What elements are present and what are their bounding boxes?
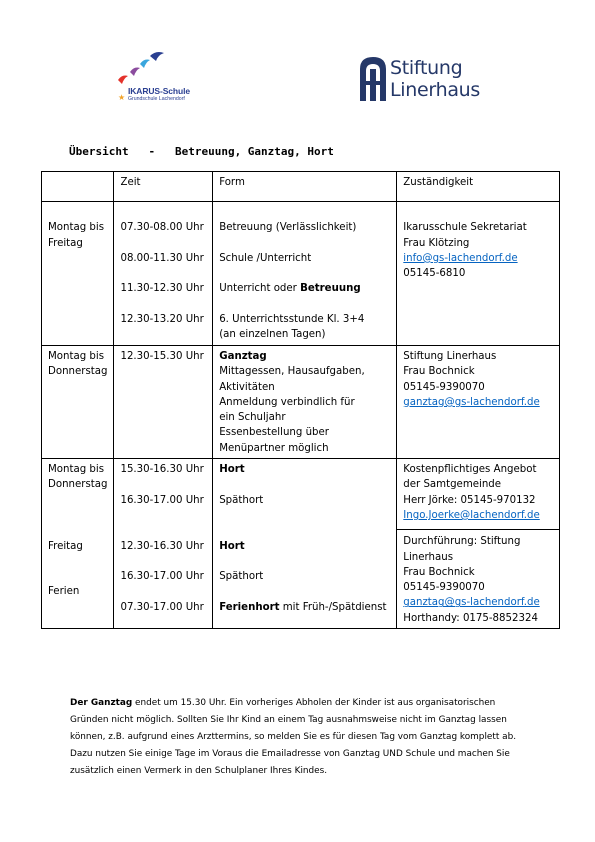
note-text: endet um 15.30 Uhr. Ein vorheriges Abholen der Kinder ist aus organisatorischen: [132, 698, 496, 708]
contact-line: Herr Jörke: 05145-970132: [403, 494, 536, 506]
form-text: mit Früh-/Spätdienst: [279, 601, 387, 613]
table-row: [42, 202, 560, 346]
linerhaus-emblem-icon: [358, 55, 388, 101]
form-line: Menüpartner möglich: [219, 442, 329, 454]
time-line: 16.30-17.00 Uhr: [120, 571, 204, 583]
form-line: Späthort: [219, 571, 264, 583]
info-paragraph: [70, 695, 550, 780]
contact-phone: 05145-6810: [403, 268, 466, 280]
logo-linerhaus-text: Linerhaus: [390, 79, 480, 101]
star-icon: ★: [118, 93, 126, 102]
day-cell: [42, 202, 114, 346]
time-line: 15.30-16.30 Uhr: [120, 464, 204, 476]
day-line: Donnerstag: [48, 366, 108, 378]
email-link[interactable]: info@gs-lachendorf.de: [403, 252, 518, 264]
note-line: [70, 695, 550, 712]
form-line: [219, 600, 390, 615]
contact-line: Ikarusschule Sekretariat: [403, 222, 527, 234]
contact-phone: 05145-9390070: [403, 582, 485, 594]
time-cell: [114, 202, 213, 346]
table-row: [42, 346, 560, 459]
day-line: Ferien: [48, 586, 80, 598]
contact-line: Frau Bochnick: [403, 366, 475, 378]
day-cell: [42, 346, 114, 459]
day-line: Montag bis: [48, 222, 105, 234]
form-line: (an einzelnen Tagen): [219, 329, 326, 341]
form-line: Späthort: [219, 494, 264, 506]
logo-stiftung-text: Stiftung: [390, 57, 463, 79]
form-line: Essenbestellung über: [219, 427, 329, 439]
form-title: Hort: [219, 464, 245, 476]
header-cell-empty: [42, 172, 114, 202]
form-line: Betreuung (Verlässlichkeit): [219, 222, 357, 234]
time-cell: [114, 459, 213, 629]
form-cell: [213, 346, 397, 459]
table-row: [42, 459, 560, 629]
time-line: 12.30-13.20 Uhr: [120, 314, 204, 326]
time-line: 08.00-11.30 Uhr: [120, 252, 204, 264]
day-line: Freitag: [48, 237, 83, 249]
form-line: Aktivitäten: [219, 381, 275, 393]
schedule-table: [41, 171, 560, 629]
contact-line: Durchführung: Stiftung: [403, 536, 521, 548]
table-header-row: [42, 172, 560, 202]
form-text: Unterricht oder: [219, 283, 301, 295]
form-title: Ganztag: [219, 351, 267, 362]
header-zustaendigkeit: Zuständigkeit: [397, 172, 560, 202]
email-link[interactable]: ganztag@gs-lachendorf.de: [403, 396, 540, 408]
header-form: Form: [213, 172, 397, 202]
form-line: [219, 281, 390, 296]
note-line: Gründen nicht möglich. Sollten Sie Ihr Kind an einem Tag ausnahmsweise nicht im Ganztag lassen: [70, 715, 507, 725]
contact-phone: Horthandy: 0175-8852324: [403, 612, 538, 624]
birds-icon: [114, 50, 174, 86]
note-bold-text: Der Ganztag: [70, 698, 133, 708]
form-line: Mittagessen, Hausaufgaben,: [219, 366, 365, 378]
contact-line: Frau Klötzing: [403, 237, 470, 249]
day-line: Freitag: [48, 540, 83, 552]
contact-line: der Samtgemeinde: [403, 479, 502, 491]
note-line: können, z.B. aufgrund eines Arzttermins, so melden Sie es für diesen Tag vom Ganztag komplett ab.: [70, 732, 517, 742]
page-heading: Übersicht - Betreuung, Ganztag, Hort: [69, 145, 334, 158]
form-line: Schule /Unterricht: [219, 252, 312, 264]
day-line: Montag bis: [48, 464, 105, 476]
time-line: 12.30-16.30 Uhr: [120, 540, 204, 552]
logo-sub-text: Grundschule Lachendorf: [128, 96, 185, 102]
day-line: Donnerstag: [48, 479, 108, 491]
form-title: Hort: [219, 540, 245, 552]
form-line: 6. Unterrichtsstunde Kl. 3+4: [219, 314, 365, 326]
note-line: Dazu nutzen Sie einige Tage im Voraus die Emailadresse von Ganztag UND Schule und machen Sie: [70, 749, 510, 759]
email-link[interactable]: ganztag@gs-lachendorf.de: [403, 597, 540, 609]
contact-cell: [397, 346, 560, 459]
contact-cell: [397, 202, 560, 346]
form-line: Anmeldung verbindlich für: [219, 396, 355, 408]
time-line: 11.30-12.30 Uhr: [120, 283, 204, 295]
contact-line: Stiftung Linerhaus: [403, 351, 497, 362]
time-cell: 12.30-15.30 Uhr: [114, 346, 213, 459]
email-link[interactable]: Ingo.Joerke@lachendorf.de: [403, 509, 540, 521]
logo-brand-text: IKARUS-Schule: [128, 86, 190, 96]
contact-line: Kostenpflichtiges Angebot: [403, 464, 537, 476]
contact-phone: 05145-9390070: [403, 381, 485, 393]
header-zeit: Zeit: [114, 172, 213, 202]
form-bold-text: Ferienhort: [219, 601, 280, 613]
cell-divider: [397, 529, 559, 530]
contact-cell: [397, 459, 560, 629]
ikarus-schule-logo: [108, 50, 198, 110]
note-line: zusätzlich einen Vermerk in den Schulplaner Ihres Kindes.: [70, 766, 328, 776]
form-cell: [213, 202, 397, 346]
day-line: Montag bis: [48, 351, 105, 362]
form-line: ein Schuljahr: [219, 412, 286, 424]
time-line: 16.30-17.00 Uhr: [120, 494, 204, 506]
contact-line: Linerhaus: [403, 551, 454, 563]
form-cell: [213, 459, 397, 629]
time-line: 07.30-08.00 Uhr: [120, 222, 204, 234]
day-cell: [42, 459, 114, 629]
stiftung-linerhaus-logo: [358, 55, 493, 105]
contact-line: Frau Bochnick: [403, 566, 475, 578]
form-bold-text: Betreuung: [300, 283, 361, 295]
time-line: 07.30-17.00 Uhr: [120, 601, 204, 613]
